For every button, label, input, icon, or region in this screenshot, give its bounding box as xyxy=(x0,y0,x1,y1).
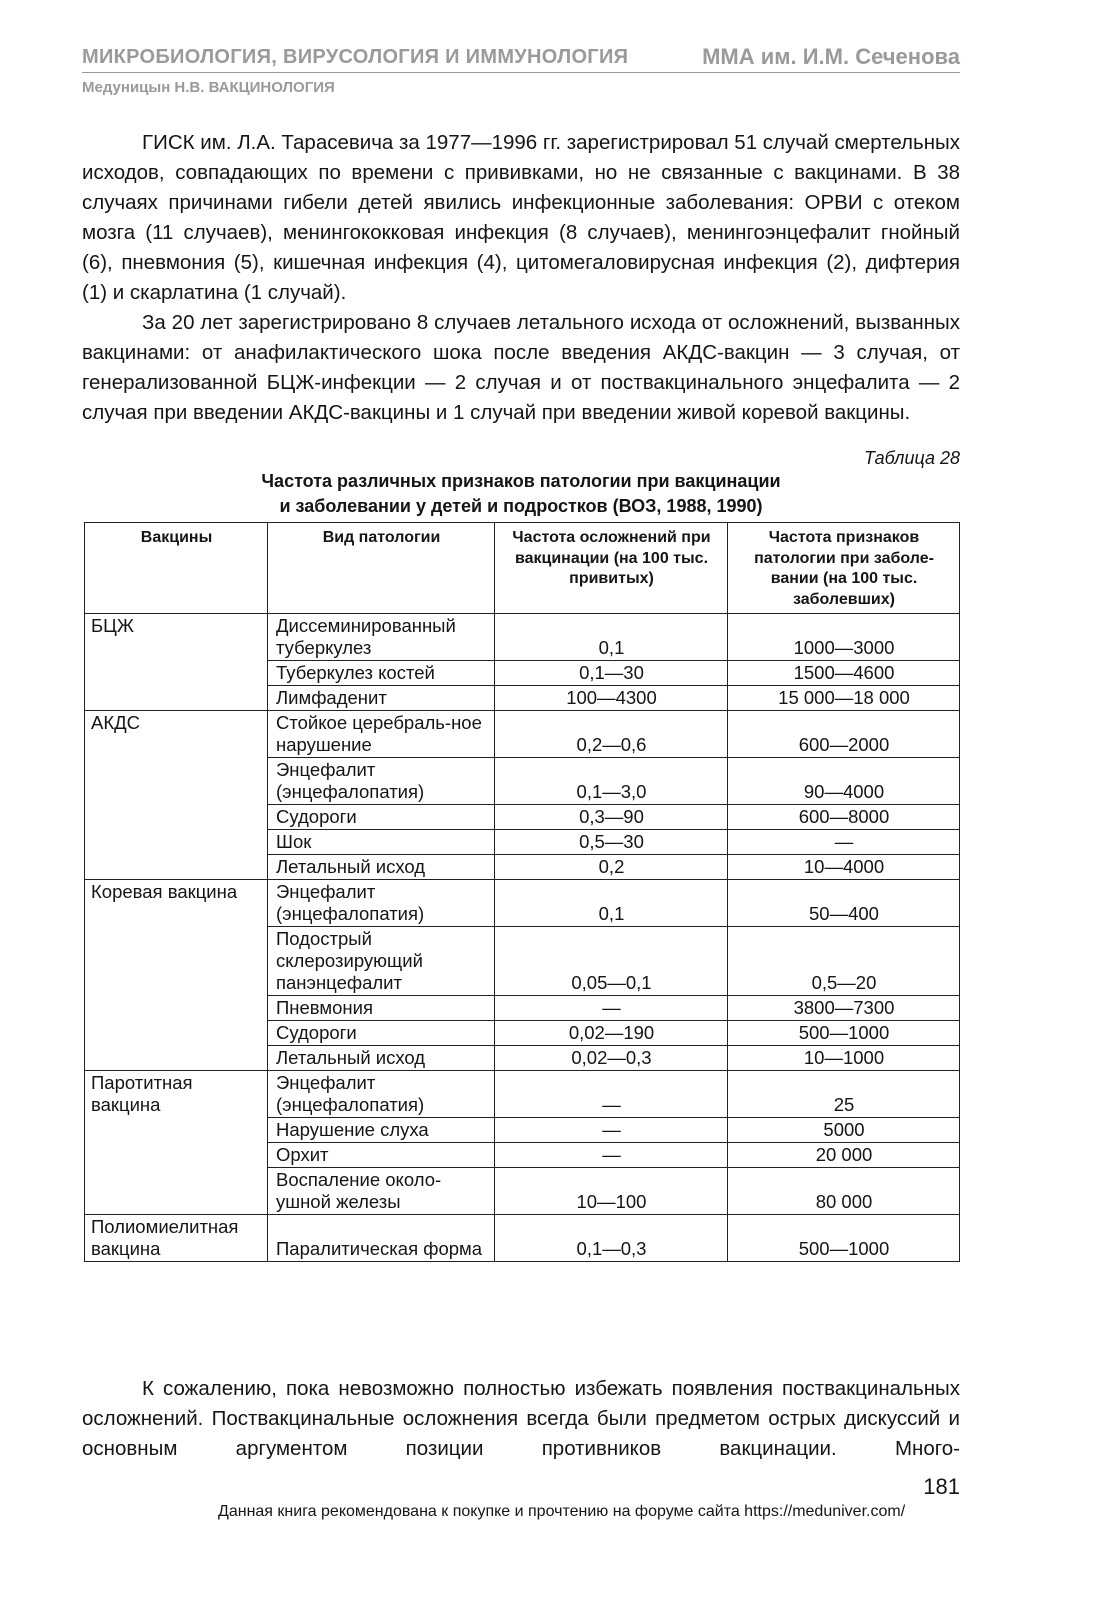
table-header-row xyxy=(85,523,960,614)
cell-vaccination-frequency: 10—100 xyxy=(495,1168,728,1215)
cell-disease-frequency: 500—1000 xyxy=(728,1215,960,1262)
header-pathology: Вид патологии xyxy=(268,523,495,614)
page-number: 181 xyxy=(923,1474,960,1499)
cell-disease-frequency: 50—400 xyxy=(728,880,960,927)
cell-pathology: Паралитическая форма xyxy=(268,1215,495,1262)
header-vaccination-frequency: Частота осложнений при вакцинации (на 100 тыс. привитых) xyxy=(495,523,728,614)
cell-vaccination-frequency: — xyxy=(495,1118,728,1143)
cell-pathology: Воспаление около-ушной железы xyxy=(268,1168,495,1215)
cell-disease-frequency: 15 000—18 000 xyxy=(728,686,960,711)
cell-vaccination-frequency: 0,2 xyxy=(495,855,728,880)
cell-disease-frequency: 1000—3000 xyxy=(728,614,960,661)
cell-pathology: Пневмония xyxy=(268,996,495,1021)
table-row xyxy=(85,711,960,758)
cell-pathology: Орхит xyxy=(268,1143,495,1168)
cell-vaccine: Полиомиелитная вакцина xyxy=(85,1215,268,1262)
paragraph-text: К сожалению, пока невозможно полностью избежать появления поствакцинальных осложнений. Поствакцинальные осложнения всегда были предметом острых дискуссий и основным аргументом позиции противников вакцинации. Много- xyxy=(82,1377,960,1460)
cell-disease-frequency: 10—1000 xyxy=(728,1046,960,1071)
cell-disease-frequency: 5000 xyxy=(728,1118,960,1143)
table-row xyxy=(85,1071,960,1118)
paragraph-3 xyxy=(82,1374,960,1464)
table-label: Таблица 28 xyxy=(863,448,960,468)
cell-pathology: Энцефалит (энцефалопатия) xyxy=(268,758,495,805)
cell-disease-frequency: 90—4000 xyxy=(728,758,960,805)
paragraph-text: За 20 лет зарегистрировано 8 случаев летального исхода от осложнений, вызванных вакцинами: от анафилактического шока после введения АКДС-вакцин — 3 случая, от генерализованной БЦЖ-инфекции — 2 случая и от поствакцинального энцефалита — 2 случая при введении АКДС-вакцины и 1 случай при введении живой коревой вакцины. xyxy=(82,311,960,424)
paragraph-2 xyxy=(82,308,960,428)
cell-vaccine: АКДС xyxy=(85,711,268,880)
cell-pathology: Летальный исход xyxy=(268,1046,495,1071)
cell-vaccination-frequency: 0,1 xyxy=(495,880,728,927)
cell-vaccine: БЦЖ xyxy=(85,614,268,711)
cell-vaccination-frequency: — xyxy=(495,1071,728,1118)
cell-disease-frequency: 0,5—20 xyxy=(728,927,960,996)
cell-disease-frequency: 20 000 xyxy=(728,1143,960,1168)
cell-disease-frequency: 500—1000 xyxy=(728,1021,960,1046)
table-row xyxy=(85,614,960,661)
cell-disease-frequency: — xyxy=(728,830,960,855)
cell-pathology: Стойкое церебраль-ное нарушение xyxy=(268,711,495,758)
footer-note: Данная книга рекомендована к покупке и прочтению на форуме сайта https://meduniver.com/ xyxy=(218,1503,906,1520)
header-subtitle: Медуницын Н.В. ВАКЦИНОЛОГИЯ xyxy=(82,79,335,96)
table-body xyxy=(85,614,960,1262)
cell-disease-frequency: 10—4000 xyxy=(728,855,960,880)
header-vaccines: Вакцины xyxy=(85,523,268,614)
table-title xyxy=(82,469,960,519)
cell-pathology: Туберкулез костей xyxy=(268,661,495,686)
header-title: МИКРОБИОЛОГИЯ, ВИРУСОЛОГИЯ И ИММУНОЛОГИЯ xyxy=(82,46,629,68)
paragraph-1 xyxy=(82,128,960,308)
cell-disease-frequency: 25 xyxy=(728,1071,960,1118)
cell-pathology: Энцефалит (энцефалопатия) xyxy=(268,880,495,927)
table-title-line: Частота различных признаков патологии при вакцинации xyxy=(261,471,781,491)
cell-pathology: Судороги xyxy=(268,1021,495,1046)
table-row xyxy=(85,1215,960,1262)
cell-vaccination-frequency: — xyxy=(495,1143,728,1168)
running-header xyxy=(82,42,960,73)
cell-vaccination-frequency: 0,1—3,0 xyxy=(495,758,728,805)
cell-vaccination-frequency: 0,2—0,6 xyxy=(495,711,728,758)
cell-vaccination-frequency: 0,5—30 xyxy=(495,830,728,855)
cell-vaccine: Паротитная вакцина xyxy=(85,1071,268,1215)
cell-pathology: Лимфаденит xyxy=(268,686,495,711)
cell-disease-frequency: 3800—7300 xyxy=(728,996,960,1021)
cell-pathology: Нарушение слуха xyxy=(268,1118,495,1143)
cell-disease-frequency: 80 000 xyxy=(728,1168,960,1215)
cell-disease-frequency: 600—2000 xyxy=(728,711,960,758)
cell-vaccination-frequency: — xyxy=(495,996,728,1021)
table-row xyxy=(85,880,960,927)
header-disease-frequency: Частота признаков патологии при заболе-вании (на 100 тыс. заболевших) xyxy=(728,523,960,614)
data-table xyxy=(84,522,960,1262)
cell-vaccination-frequency: 0,02—0,3 xyxy=(495,1046,728,1071)
cell-vaccination-frequency: 0,1—30 xyxy=(495,661,728,686)
cell-vaccine: Коревая вакцина xyxy=(85,880,268,1071)
cell-pathology: Энцефалит (энцефалопатия) xyxy=(268,1071,495,1118)
cell-disease-frequency: 600—8000 xyxy=(728,805,960,830)
cell-vaccination-frequency: 0,3—90 xyxy=(495,805,728,830)
cell-pathology: Подострый склерозирующий панэнцефалит xyxy=(268,927,495,996)
table-title-line: и заболевании у детей и подростков (ВОЗ, 1988, 1990) xyxy=(279,496,763,516)
paragraph-text: ГИСК им. Л.А. Тарасевича за 1977—1996 гг. зарегистрировал 51 случай смертельных исходов, совпадающих по времени с прививками, но не связанные с вакцинами. В 38 случаях причинами гибели детей явились инфекционные заболевания: ОРВИ с отеком мозга (11 случаев), менингококковая инфекция (8 случаев), менингоэнцефалит гнойный (6), пневмония (5), кишечная инфекция (4), цитомегаловирусная инфекция (2), дифтерия (1) и скарлатина (1 случай). xyxy=(82,131,960,304)
cell-pathology: Диссеминированный туберкулез xyxy=(268,614,495,661)
cell-vaccination-frequency: 0,1 xyxy=(495,614,728,661)
cell-pathology: Летальный исход xyxy=(268,855,495,880)
cell-vaccination-frequency: 0,02—190 xyxy=(495,1021,728,1046)
cell-vaccination-frequency: 0,1—0,3 xyxy=(495,1215,728,1262)
cell-pathology: Судороги xyxy=(268,805,495,830)
cell-vaccination-frequency: 0,05—0,1 xyxy=(495,927,728,996)
header-publisher: ММА им. И.М. Сеченова xyxy=(702,44,960,69)
cell-disease-frequency: 1500—4600 xyxy=(728,661,960,686)
cell-vaccination-frequency: 100—4300 xyxy=(495,686,728,711)
cell-pathology: Шок xyxy=(268,830,495,855)
